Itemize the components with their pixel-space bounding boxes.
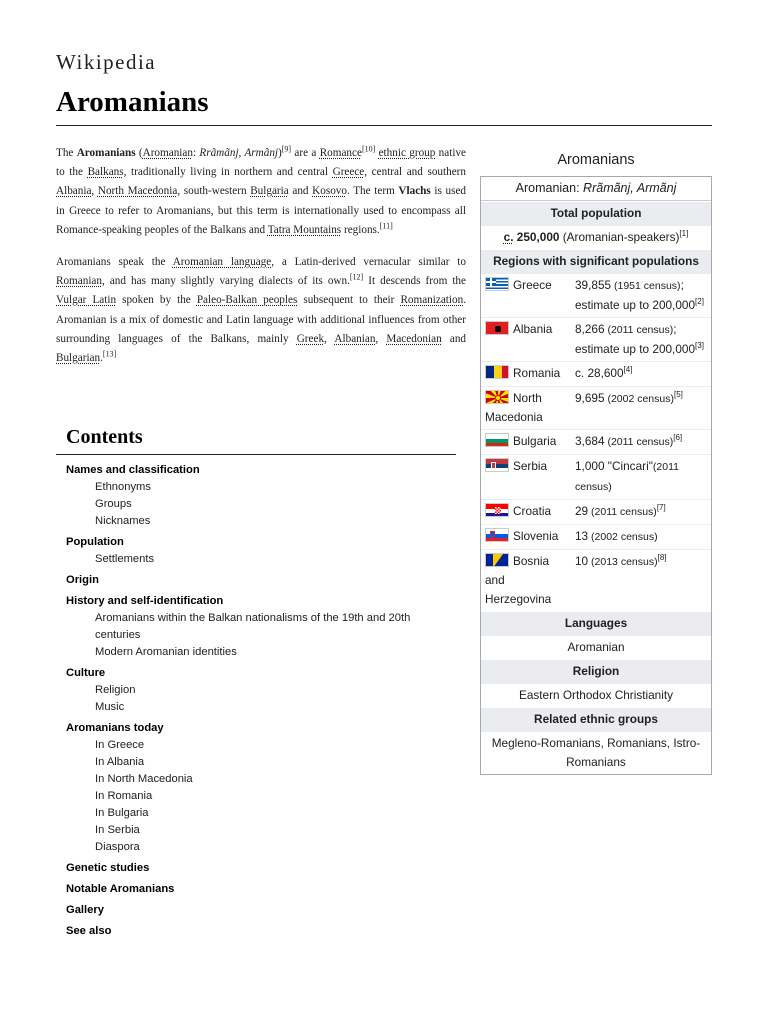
region-value bbox=[575, 320, 707, 359]
toc-list bbox=[56, 462, 456, 940]
serbia-flag-icon bbox=[485, 458, 509, 472]
link-romance[interactable]: Romance bbox=[319, 147, 362, 159]
intro-paragraph-2 bbox=[56, 253, 466, 368]
region-value bbox=[575, 527, 707, 547]
greece-flag-icon bbox=[485, 277, 509, 291]
toc-subsection[interactable]: In Romania bbox=[95, 790, 153, 802]
toc-section[interactable]: Origin bbox=[66, 574, 99, 586]
related-groups-value[interactable]: Megleno-Romanians, Romanians, Istro-Romanians bbox=[481, 731, 711, 774]
text: and bbox=[288, 185, 313, 198]
region-label[interactable]: North Macedonia bbox=[485, 391, 543, 424]
region-row bbox=[481, 317, 711, 361]
ref-11[interactable]: [11] bbox=[379, 221, 393, 231]
toc-section[interactable]: Culture bbox=[66, 667, 106, 679]
text: , bbox=[324, 332, 335, 345]
region-label[interactable]: Bulgaria bbox=[513, 434, 557, 448]
link-greece[interactable]: Greece bbox=[332, 166, 365, 179]
ref-9[interactable]: [9] bbox=[281, 144, 292, 154]
region-label[interactable]: Romania bbox=[513, 366, 561, 380]
region-label[interactable]: Serbia bbox=[513, 459, 548, 473]
related-groups-heading: Related ethnic groups bbox=[481, 707, 711, 731]
infobox-caption: Aromanians bbox=[557, 152, 635, 168]
total-population-heading: Total population bbox=[481, 201, 711, 225]
total-population-value bbox=[481, 225, 711, 249]
flag-part bbox=[486, 468, 509, 472]
bold-term: Vlachs bbox=[398, 185, 431, 198]
link-romanian[interactable]: Romanian bbox=[56, 275, 102, 288]
text: subsequent to their bbox=[297, 294, 401, 307]
text: . The term bbox=[346, 185, 399, 198]
reference[interactable]: [7] bbox=[656, 503, 666, 513]
region-small: (2011 census) bbox=[588, 506, 657, 518]
link-bulgarian[interactable]: Bulgarian bbox=[56, 352, 101, 365]
bosnia-flag-icon bbox=[485, 553, 509, 567]
link-macedonian[interactable]: Macedonian bbox=[386, 332, 442, 345]
albania-flag-icon bbox=[485, 321, 509, 335]
region-row bbox=[481, 429, 711, 454]
toc-subsection[interactable]: Groups bbox=[95, 498, 132, 510]
region-value bbox=[575, 552, 707, 609]
text: ( bbox=[135, 147, 143, 159]
text: , bbox=[375, 332, 387, 345]
toc-section[interactable]: Genetic studies bbox=[66, 862, 150, 874]
text: , south-western bbox=[177, 185, 251, 198]
text: is used in Greece to refer to Aromanians, but this term is internationally used to encompass all Romance-speaking peoples of the Balkans and bbox=[56, 185, 467, 236]
flag-part bbox=[486, 281, 496, 283]
toc-subsection[interactable]: In Bulgaria bbox=[95, 807, 149, 819]
region-row bbox=[481, 524, 711, 549]
region-small: (2011 census) bbox=[604, 436, 674, 448]
link-greek[interactable]: Greek bbox=[296, 332, 325, 345]
reference[interactable]: [4] bbox=[623, 365, 633, 375]
north-macedonia-flag-icon bbox=[485, 390, 509, 404]
region-name[interactable] bbox=[485, 552, 575, 609]
link-aromanian[interactable]: Aromanian bbox=[142, 147, 193, 159]
toc-divider bbox=[56, 454, 456, 455]
region-value bbox=[575, 432, 707, 452]
reference[interactable]: [8] bbox=[657, 553, 667, 563]
region-name[interactable] bbox=[485, 457, 575, 497]
region-row bbox=[481, 273, 711, 317]
flag-part bbox=[490, 531, 495, 537]
text: : bbox=[192, 147, 200, 159]
religion-value[interactable]: Eastern Orthodox Christianity bbox=[481, 683, 711, 707]
total-value: 250,000 bbox=[513, 230, 560, 244]
region-rest: ; estimate up to 200,000 bbox=[575, 278, 696, 312]
regions-list bbox=[481, 273, 711, 611]
region-small: (2013 census) bbox=[588, 556, 658, 568]
region-name[interactable] bbox=[485, 527, 575, 547]
ref-10[interactable]: [10] bbox=[361, 144, 376, 154]
flag-part bbox=[486, 443, 509, 447]
region-label[interactable]: Bosnia and Herzegovina bbox=[485, 554, 552, 606]
region-value bbox=[575, 276, 707, 315]
region-main: 1,000 "Cincari" bbox=[575, 459, 653, 473]
toc-section[interactable]: See also bbox=[66, 925, 112, 937]
region-main: c. 28,600 bbox=[575, 366, 624, 380]
text: , traditionally living in northern and central bbox=[123, 166, 333, 179]
romania-flag-icon bbox=[485, 365, 509, 379]
page-title: Aromanians bbox=[56, 86, 209, 118]
region-small: (2002 census) bbox=[604, 393, 674, 405]
toc-subsection[interactable]: Nicknames bbox=[95, 515, 151, 527]
region-name[interactable] bbox=[485, 502, 575, 522]
toc-subsection[interactable]: In Serbia bbox=[95, 824, 140, 836]
link-vulgar-latin[interactable]: Vulgar Latin bbox=[56, 294, 117, 307]
toc-subsection[interactable]: Settlements bbox=[95, 553, 155, 565]
region-label[interactable]: Croatia bbox=[513, 504, 552, 518]
ref-12[interactable]: [12] bbox=[349, 272, 364, 282]
link-tatra-mountains[interactable]: Tatra Mountains bbox=[267, 223, 342, 236]
region-name[interactable] bbox=[485, 432, 575, 452]
region-label[interactable]: Greece bbox=[513, 278, 552, 292]
toc-section[interactable]: Aromanians today bbox=[66, 722, 164, 734]
link-aromanian-language[interactable]: Aromanian language bbox=[172, 256, 272, 269]
toc-section[interactable]: Population bbox=[66, 536, 124, 548]
text: It descends from the bbox=[363, 275, 466, 288]
toc-section[interactable]: Names and classification bbox=[66, 464, 200, 476]
text: regions. bbox=[341, 223, 380, 236]
reference[interactable]: [2] bbox=[695, 297, 704, 307]
region-main: 29 bbox=[575, 504, 589, 518]
article-body bbox=[56, 144, 466, 381]
region-row bbox=[481, 386, 711, 429]
region-rest: ; estimate up to 200,000 bbox=[575, 322, 696, 356]
flag-part bbox=[493, 554, 503, 567]
flag-part bbox=[495, 326, 501, 332]
text: spoken by the bbox=[116, 294, 197, 307]
region-row bbox=[481, 454, 711, 499]
total-note: (Aromanian-speakers) bbox=[559, 230, 680, 244]
subtitle-native: Rrãmãnj, Armãnj bbox=[583, 181, 677, 195]
link-balkans[interactable]: Balkans bbox=[87, 166, 124, 179]
link-bulgaria[interactable]: Bulgaria bbox=[250, 185, 289, 198]
regions-heading: Regions with significant populations bbox=[481, 249, 711, 273]
region-name[interactable] bbox=[485, 320, 575, 359]
toc-subsection[interactable]: In North Macedonia bbox=[95, 773, 193, 785]
toc-subsection[interactable]: Ethnonyms bbox=[95, 481, 151, 493]
flag-part bbox=[502, 366, 509, 379]
link-north-macedonia[interactable]: North Macedonia bbox=[97, 185, 178, 198]
ref-13[interactable]: [13] bbox=[102, 349, 117, 359]
region-main: 3,684 bbox=[575, 434, 605, 448]
flag-part bbox=[495, 507, 501, 514]
region-main: 13 bbox=[575, 529, 589, 543]
link-albanian[interactable]: Albanian bbox=[334, 332, 376, 345]
toc-section[interactable]: Gallery bbox=[66, 904, 104, 916]
region-small: (2011 census) bbox=[604, 324, 674, 336]
toc-subsection[interactable]: Diaspora bbox=[95, 841, 140, 853]
wikipedia-logo[interactable]: Wikipedia bbox=[56, 50, 157, 74]
region-main: 39,855 bbox=[575, 278, 612, 292]
toc-subsection[interactable]: Religion bbox=[95, 684, 136, 696]
region-value bbox=[575, 457, 707, 497]
reference[interactable]: [5] bbox=[674, 390, 683, 400]
ref-1[interactable]: [1] bbox=[679, 229, 689, 239]
region-row bbox=[481, 549, 711, 611]
text: and bbox=[441, 332, 467, 345]
table-of-contents bbox=[56, 420, 456, 940]
text: , a Latin-derived vernacular similar to bbox=[271, 256, 466, 269]
region-row bbox=[481, 361, 711, 386]
region-row bbox=[481, 499, 711, 524]
toc-section[interactable]: Notable Aromanians bbox=[66, 883, 175, 895]
region-value bbox=[575, 502, 707, 522]
infobox-native-name bbox=[481, 177, 711, 201]
toc-subsection[interactable]: In Albania bbox=[95, 756, 145, 768]
toc-subsection[interactable]: Modern Aromanian identities bbox=[95, 646, 237, 658]
text: , central and southern bbox=[364, 166, 466, 179]
flag-part bbox=[491, 462, 496, 469]
link-ethnic-group[interactable]: ethnic group bbox=[378, 147, 436, 159]
toc-subsection[interactable]: In Greece bbox=[95, 739, 145, 751]
text: . Aromanian is a mix of domestic and Latin language with additional influences from other surrounding languages of the Balkans, mainly bbox=[56, 294, 466, 345]
link-kosovo[interactable]: Kosovo bbox=[312, 185, 347, 198]
religion-heading: Religion bbox=[481, 659, 711, 683]
croatia-flag-icon bbox=[485, 503, 509, 517]
text: . bbox=[100, 352, 103, 365]
text: The bbox=[56, 147, 77, 159]
toc-subsection[interactable]: Aromanians within the Balkan nationalisms of the 19th and 20th centuries bbox=[95, 612, 411, 641]
bold-term: Aromanians bbox=[76, 147, 136, 159]
region-small: (2011 census) bbox=[575, 461, 679, 493]
region-label[interactable]: Slovenia bbox=[513, 529, 559, 543]
link-paleo-balkan-peoples[interactable]: Paleo-Balkan peoples bbox=[196, 294, 298, 307]
languages-value[interactable]: Aromanian bbox=[481, 635, 711, 659]
text: native to the bbox=[56, 147, 467, 179]
region-main: 8,266 bbox=[575, 322, 605, 336]
text: , bbox=[91, 185, 98, 198]
region-value bbox=[575, 364, 707, 384]
link-romanization[interactable]: Romanization bbox=[400, 294, 464, 307]
region-value bbox=[575, 389, 707, 427]
flag-part bbox=[494, 366, 502, 379]
link-albania[interactable]: Albania bbox=[56, 185, 92, 198]
region-label[interactable]: Albania bbox=[513, 322, 553, 336]
region-small: (2002 census) bbox=[588, 531, 658, 543]
region-small: (1951 census) bbox=[611, 280, 681, 292]
text: ) bbox=[278, 147, 282, 159]
native-name: Rrãmãnj, Armãnj bbox=[199, 147, 279, 159]
toc-subsection[interactable]: Music bbox=[95, 701, 125, 713]
text: , and has many slightly varying dialects of its own. bbox=[102, 275, 350, 288]
flag-part bbox=[495, 395, 501, 401]
languages-heading: Languages bbox=[481, 611, 711, 635]
region-name[interactable] bbox=[485, 276, 575, 315]
region-name[interactable] bbox=[485, 389, 575, 427]
toc-title: Contents bbox=[66, 426, 143, 448]
slovenia-flag-icon bbox=[485, 528, 509, 542]
reference[interactable]: [6] bbox=[673, 433, 683, 443]
flag-part bbox=[486, 538, 509, 542]
text: are a bbox=[291, 147, 320, 159]
infobox bbox=[480, 176, 712, 775]
toc-section[interactable]: History and self-identification bbox=[66, 595, 224, 607]
reference[interactable]: [3] bbox=[695, 341, 704, 351]
circa-link[interactable]: c. bbox=[503, 230, 514, 244]
subtitle-prefix: Aromanian: bbox=[515, 181, 584, 195]
bulgaria-flag-icon bbox=[485, 433, 509, 447]
title-divider bbox=[56, 125, 712, 126]
intro-paragraph-1 bbox=[56, 144, 466, 240]
text: Aromanians speak the bbox=[56, 256, 173, 269]
region-name[interactable] bbox=[485, 364, 575, 384]
flag-part bbox=[486, 366, 494, 379]
region-main: 10 bbox=[575, 554, 589, 568]
region-main: 9,695 bbox=[575, 391, 605, 405]
